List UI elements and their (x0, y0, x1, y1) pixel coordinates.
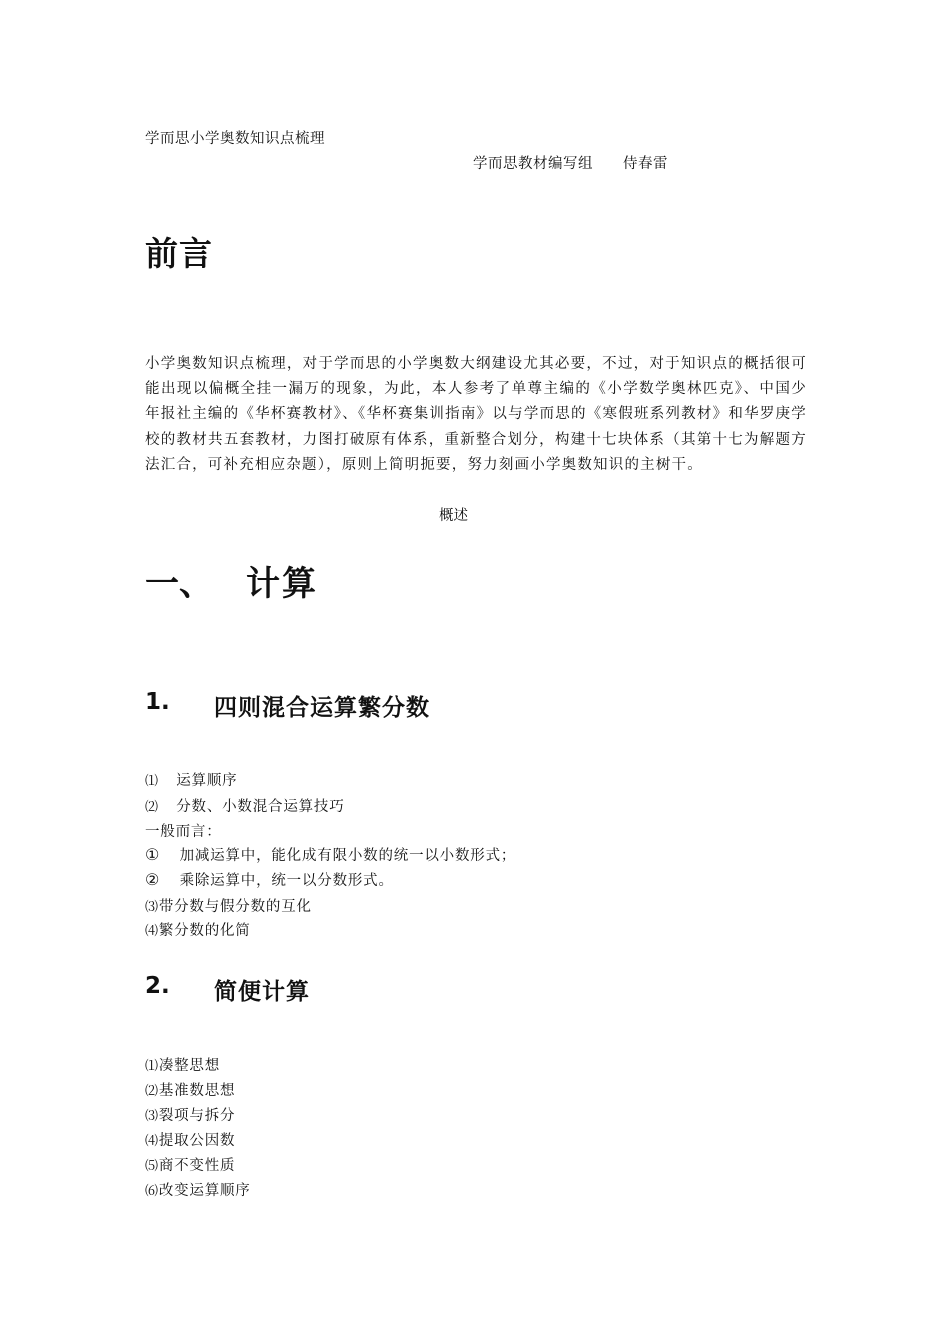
list-item (145, 919, 251, 940)
list-text: 繁分数的化简 (158, 923, 251, 939)
list-marker: ⑵ (145, 1084, 159, 1099)
list-text: 分数、小数混合运算技巧 (176, 799, 345, 815)
list-item (145, 1104, 235, 1125)
list-item (145, 844, 516, 865)
list-item (145, 1179, 251, 1200)
list-marker: ⑶ (145, 900, 159, 915)
list-marker: ⑴ (145, 1059, 159, 1074)
list-item (145, 895, 312, 916)
list-text: 凑整思想 (158, 1058, 221, 1074)
preface-body: 小学奥数知识点梳理，对于学而思的小学奥数大纲建设尤其必要，不过，对于知识点的概括很可能出现以偏概全挂一漏万的现象，为此，本人参考了单尊主编的《小学数学奥林匹克》、中国少年报社主编的《华杯赛教材》、《华杯赛集训指南》以与学而思的《寒假班系列教材》和华罗庚学校的教材共五套教材，力图打破原有体系，重新整合划分，构建十七块体系（其第十七为解题方法汇合，可补充相应杂题），原则上简明扼要，努力刻画小学奥数知识的主树干。 (145, 356, 807, 473)
chapter-title: 计算 (246, 564, 318, 604)
list-marker: ① (145, 845, 161, 864)
section-2-number: 2. (145, 973, 170, 999)
list-text: 提取公因数 (158, 1133, 236, 1149)
list-item (145, 1129, 235, 1150)
list-text: 裂项与拆分 (158, 1108, 236, 1124)
list-marker: ⑷ (145, 1134, 159, 1149)
list-item (145, 1079, 235, 1100)
list-item (145, 1154, 235, 1175)
list-marker: ⑴ (145, 774, 159, 789)
list-text: 加减运算中，能化成有限小数的统一以小数形式； (179, 848, 517, 864)
chapter-number: 一、 (145, 564, 213, 604)
section-1-number: 1. (145, 689, 170, 715)
list-text: 一般而言： (145, 824, 222, 840)
document-title: 学而思小学奥数知识点梳理 (145, 131, 325, 147)
list-marker: ⑹ (145, 1184, 159, 1199)
list-text: 商不变性质 (158, 1158, 236, 1174)
list-item (145, 820, 222, 841)
list-text: 改变运算顺序 (158, 1183, 251, 1199)
list-text: 运算顺序 (176, 773, 238, 789)
section-2-title: 简便计算 (214, 979, 310, 1005)
list-text: 带分数与假分数的互化 (158, 899, 312, 915)
list-item (145, 795, 345, 816)
list-text: 基准数思想 (158, 1083, 236, 1099)
preface-heading: 前言 (145, 234, 213, 273)
list-item (145, 769, 237, 790)
list-marker: ⑶ (145, 1109, 159, 1124)
list-item (145, 869, 394, 890)
list-marker: ② (145, 870, 161, 889)
preface-caption: 概述 (439, 508, 468, 524)
list-text: 乘除运算中，统一以分数形式。 (179, 873, 394, 889)
list-item (145, 1054, 220, 1075)
list-marker: ⑷ (145, 924, 159, 939)
list-marker: ⑵ (145, 800, 159, 815)
section-1-title: 四则混合运算繁分数 (214, 695, 430, 721)
document-author: 学而思教材编写组 侍春雷 (473, 156, 668, 172)
list-marker: ⑸ (145, 1159, 159, 1174)
